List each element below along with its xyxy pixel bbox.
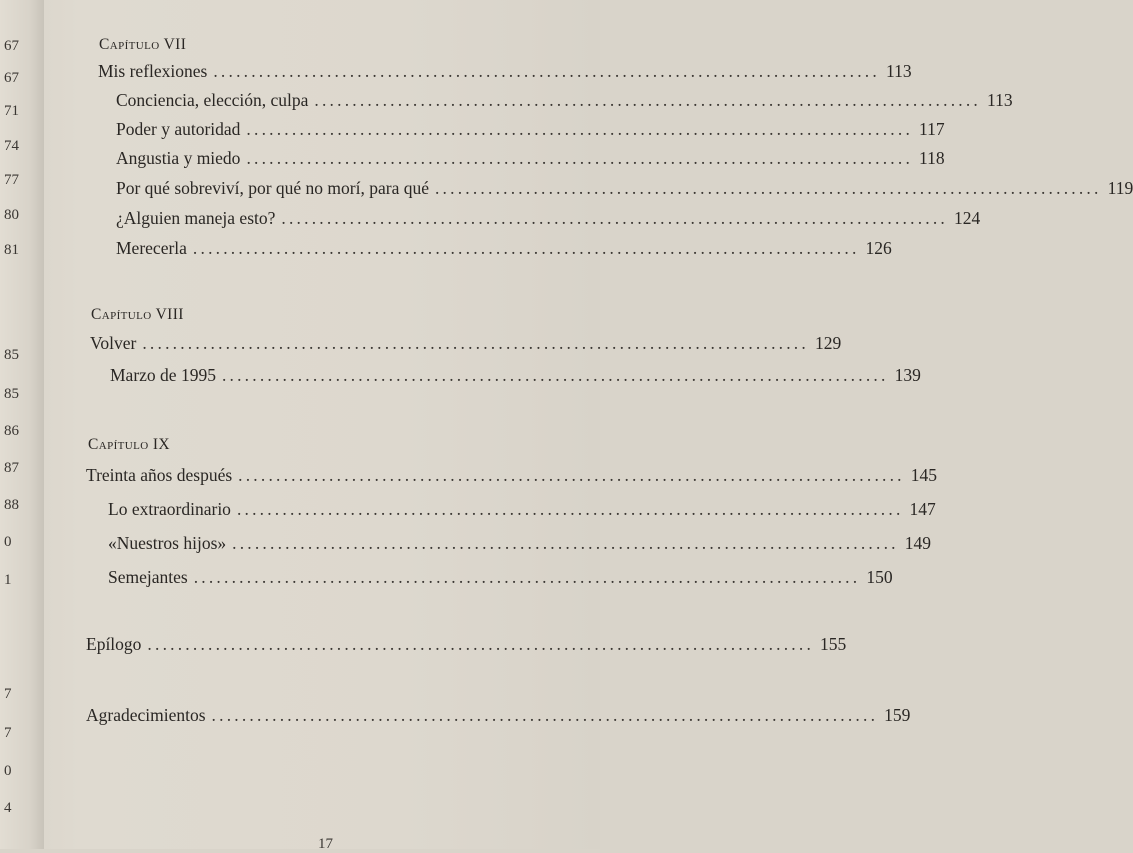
toc-entry-title: Lo extraordinario bbox=[108, 499, 231, 519]
gutter-number: 77 bbox=[4, 172, 19, 188]
toc-entry-page: 150 bbox=[866, 567, 893, 587]
leader-dots: ........................................................................................ bbox=[246, 148, 914, 168]
leader-dots: ........................................................................................ bbox=[211, 705, 879, 725]
toc-entry bbox=[116, 208, 981, 229]
toc-entry-title: Epílogo bbox=[86, 634, 142, 654]
toc-entry-page: 126 bbox=[865, 238, 892, 258]
toc-entry-title: Volver bbox=[90, 333, 137, 353]
gutter-number: 4 bbox=[4, 800, 12, 816]
gutter-number: 71 bbox=[4, 103, 19, 119]
toc-entry-page: 129 bbox=[814, 333, 842, 353]
leader-dots: ........................................................................................ bbox=[314, 90, 982, 110]
leader-dots: ........................................................................................ bbox=[213, 61, 880, 81]
gutter-number: 80 bbox=[4, 207, 19, 223]
toc-entry-page: 117 bbox=[919, 119, 945, 139]
toc-entry-title: Semejantes bbox=[108, 567, 188, 587]
gutter-number: 67 bbox=[4, 38, 19, 54]
toc-entry-title: Angustia y miedo bbox=[116, 148, 241, 168]
toc-entry-title: Mis reflexiones bbox=[98, 61, 208, 81]
gutter-number: 67 bbox=[4, 70, 19, 86]
facing-page-edge bbox=[0, 0, 44, 849]
gutter-number: 85 bbox=[4, 347, 19, 363]
gutter-number: 88 bbox=[4, 497, 19, 513]
chapter-heading: Capítulo VII bbox=[99, 36, 187, 53]
gutter-number: 81 bbox=[4, 242, 19, 258]
leader-dots: ........................................................................................ bbox=[238, 465, 905, 485]
toc-entry-title: «Nuestros hijos» bbox=[108, 533, 227, 553]
toc-entry bbox=[108, 533, 931, 554]
gutter-number: 1 bbox=[4, 572, 12, 588]
toc-entry bbox=[116, 90, 1013, 111]
toc-entry-page: 147 bbox=[909, 499, 936, 519]
chapter-heading: Capítulo IX bbox=[88, 436, 171, 453]
gutter-number: 74 bbox=[4, 138, 19, 154]
toc-entry-title: Treinta años después bbox=[86, 465, 233, 485]
toc-entry-page: 149 bbox=[904, 533, 931, 553]
toc-entry bbox=[110, 365, 921, 386]
toc-entry-title: Merecerla bbox=[116, 238, 187, 258]
toc-entry-page: 113 bbox=[987, 90, 1013, 110]
toc-entry bbox=[86, 705, 911, 726]
toc-entry-page: 124 bbox=[954, 208, 981, 228]
toc-entry-page: 139 bbox=[894, 365, 921, 385]
toc-entry-page: 159 bbox=[884, 705, 911, 725]
gutter-number: 87 bbox=[4, 460, 19, 476]
page-number: 17 bbox=[318, 836, 333, 852]
toc-entry bbox=[86, 634, 847, 655]
toc-entry bbox=[108, 499, 936, 520]
toc-entry bbox=[98, 61, 912, 82]
toc-entry-title: Marzo de 1995 bbox=[110, 365, 216, 385]
toc-entry bbox=[116, 119, 945, 140]
toc-entry-page: 118 bbox=[919, 148, 945, 168]
toc-entry-page: 155 bbox=[820, 634, 847, 654]
toc-entry-title: Poder y autoridad bbox=[116, 119, 241, 139]
gutter-number: 7 bbox=[4, 686, 12, 702]
chapter-heading: Capítulo VIII bbox=[91, 306, 184, 323]
toc-entry-title: ¿Alguien maneja esto? bbox=[116, 208, 276, 228]
toc-entry-page: 113 bbox=[885, 61, 912, 81]
leader-dots: ........................................................................................ bbox=[281, 208, 948, 228]
leader-dots: ........................................................................................ bbox=[147, 634, 815, 654]
toc-entry bbox=[116, 238, 892, 259]
leader-dots: ........................................................................................ bbox=[193, 567, 861, 587]
toc-entry-page: 119 bbox=[1107, 178, 1133, 198]
leader-dots: ........................................................................................ bbox=[236, 499, 904, 519]
toc-entry bbox=[116, 178, 1133, 199]
gutter-number: 85 bbox=[4, 386, 19, 402]
leader-dots: ........................................................................................ bbox=[232, 533, 899, 553]
toc-entry-page: 145 bbox=[910, 465, 938, 485]
gutter-number: 86 bbox=[4, 423, 19, 439]
toc-entry bbox=[108, 567, 893, 588]
leader-dots: ........................................................................................ bbox=[434, 178, 1102, 198]
toc-entry bbox=[116, 148, 945, 169]
toc-entry bbox=[90, 333, 842, 354]
gutter-number: 0 bbox=[4, 534, 12, 550]
toc-entry-title: Por qué sobreviví, por qué no morí, para qué bbox=[116, 178, 429, 198]
leader-dots: ........................................................................................ bbox=[192, 238, 860, 258]
toc-entry bbox=[86, 465, 938, 486]
toc-entry-title: Conciencia, elección, culpa bbox=[116, 90, 309, 110]
gutter-number: 7 bbox=[4, 725, 12, 741]
gutter-number: 0 bbox=[4, 763, 12, 779]
leader-dots: ........................................................................................ bbox=[246, 119, 914, 139]
toc-entry-title: Agradecimientos bbox=[86, 705, 206, 725]
leader-dots: ........................................................................................ bbox=[142, 333, 809, 353]
leader-dots: ........................................................................................ bbox=[221, 365, 889, 385]
